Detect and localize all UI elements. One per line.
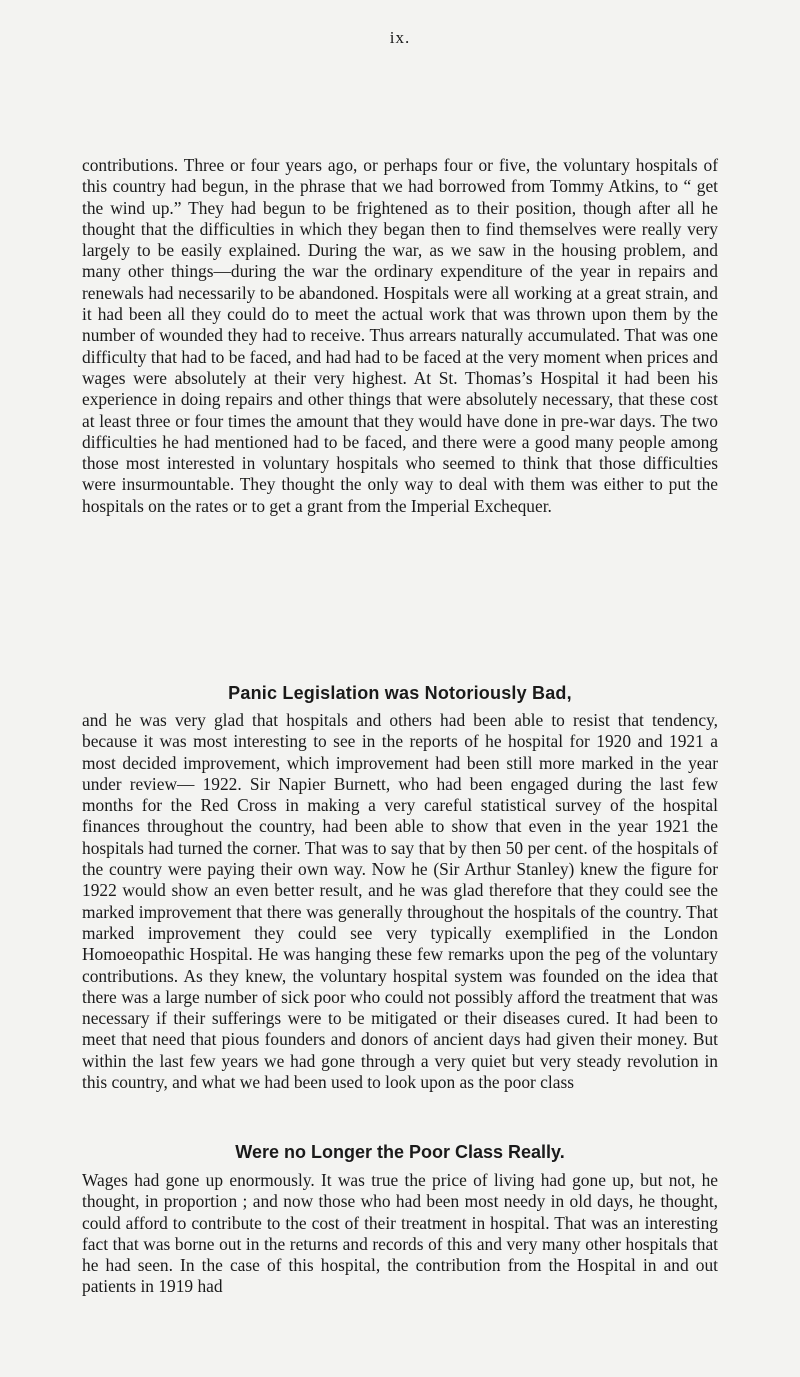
paragraph-hospitals-resist: and he was very glad that hospitals and others had been able to resist that tendency, because it was most interesting to see in the reports of he hospital for 1920 and 1921 a most decided improvement, which improvement had been still more marked in the year under review— 1922. Sir Napier Burnett, who had been engaged during the last few months for the Red Cross in making a very careful statistical survey of the hospital finances throughout the country, had been able to show that even in the year 1921 the hospitals had turned the corner. That was to say that by then 50 per cent. of the hospitals of the country were paying their own way. Now he (Sir Arthur Stanley) knew the figure for 1922 would show an even better result, and he was glad therefore that they could see the marked improvement that there was generally throughout the hospitals of the country. That marked improvement they could see very typically exemplified in the London Homoeopathic Hospital. He was hanging these few remarks upon the peg of the voluntary contributions. As they knew, the voluntary hospital system was founded on the idea that there was a large number of sick poor who could not possibly afford the treatment that was necessary if their sufferings were to be mitigated or their diseases cured. It had been to meet that need that pious founders and donors of ancient days had given their money. But within the last few years we had gone through a very quiet but very steady revolution in this country, and what we had been used to look upon as the poor class <box>82 710 718 1093</box>
subheading-no-longer-poor-class: Were no Longer the Poor Class Really. <box>235 1142 565 1162</box>
paragraph-contributions: contributions. Three or four years ago, or perhaps four or five, the voluntary hospitals of this country had begun, in the phrase that we had borrowed from Tommy Atkins, to “ get the wind up.” They had begun to be frightened as to their position, though after all he thought that the difficulties in which they began then to find themselves were really very largely to be easily explained. During the war, as we saw in the housing problem, and many other things—during the war the ordinary expenditure of the year in repairs and renewals had necessarily to be abandoned. Hospitals were all working at a great strain, and it had been all they could do to meet the actual work that was thrown upon them by the number of wounded they had to receive. Thus arrears naturally accumulated. That was one difficulty that had to be faced, and had had to be faced at the very moment when prices and wages were absolutely at their very highest. At St. Thomas’s Hospital it had been his experience in doing repairs and other things that were absolutely necessary, that these cost at least three or four times the amount that they would have done in pre-war days. The two difficulties he had mentioned had to be faced, and there were a good many people among those most interested in voluntary hospitals who seemed to think that those difficulties were insurmountable. They thought the only way to deal with them was either to put the hospitals on the rates or to get a grant from the Imperial Exchequer. <box>82 155 718 516</box>
page-number: ix. <box>389 28 411 47</box>
subheading-panic-legislation: Panic Legislation was Notoriously Bad, <box>228 683 572 703</box>
paragraph-wages: Wages had gone up enormously. It was true the price of living had gone up, but not, he thought, in proportion ; and now those who had been most needy in old days, he thought, could afford to contribute to the cost of their treatment in hospital. That was an interesting fact that was borne out in the returns and records of this and very many other hospitals that he had seen. In the case of this hospital, the contribution from the Hospital in and out patients in 1919 had <box>82 1170 718 1297</box>
